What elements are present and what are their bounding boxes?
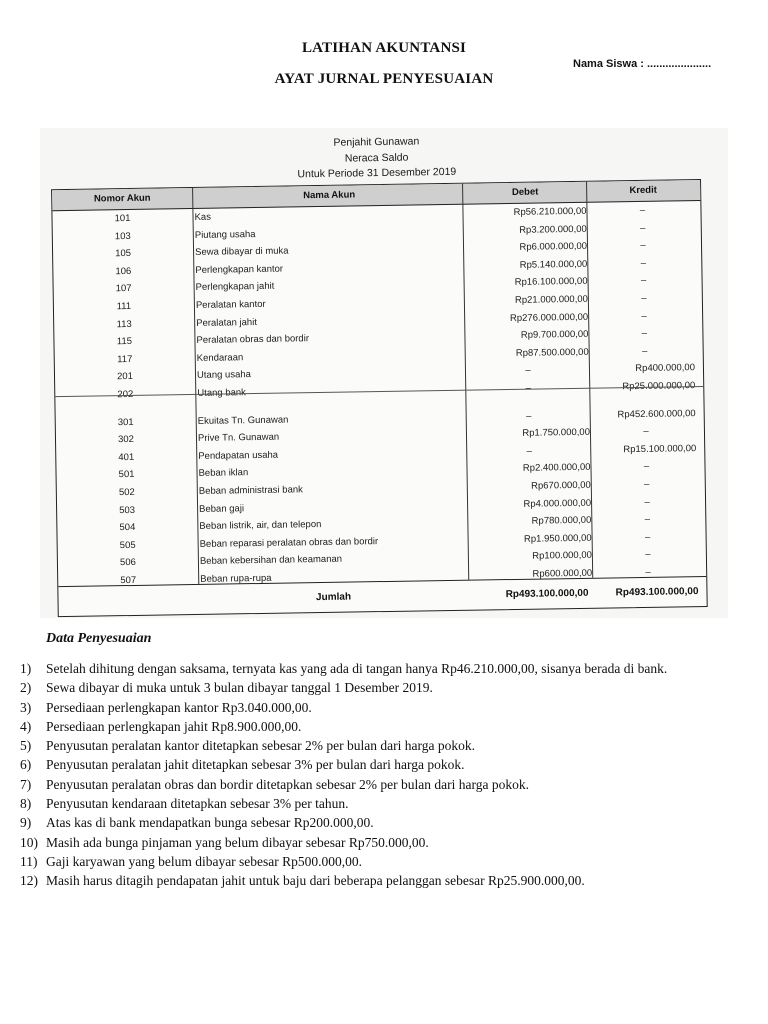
account-number: 111 (116, 300, 132, 313)
credit-value: – (640, 275, 647, 287)
trial-balance-table (51, 179, 708, 617)
debit-value: Rp4.000.000,00 (523, 497, 592, 510)
item-text: Gaji karyawan yang belum dibayar sebesar Rp500.000,00. (46, 853, 363, 869)
debit-value: Rp1.750.000,00 (522, 426, 591, 440)
debit-value: Rp600.000,00 (532, 567, 593, 580)
account-number: 107 (115, 283, 132, 295)
total-label: Jumlah (315, 591, 352, 604)
account-number: 507 (120, 574, 137, 587)
report-name: Neraca Saldo (344, 151, 409, 165)
account-number: 115 (116, 336, 133, 348)
credit-value: – (641, 328, 648, 340)
credit-value: – (641, 310, 647, 322)
account-name: Beban kebersihan dan keamanan (199, 554, 343, 568)
account-number: 201 (117, 371, 134, 383)
list-item (20, 678, 735, 697)
debit-value: Rp3.200.000,00 (519, 223, 587, 236)
header-account-name: Nama Akun (303, 189, 356, 202)
credit-value: – (641, 292, 647, 304)
account-number: 101 (114, 212, 131, 225)
credit-value: – (644, 478, 650, 490)
list-item (20, 698, 735, 717)
list-item (20, 775, 735, 794)
account-name: Sewa dibayar di muka (194, 245, 289, 259)
item-number: 6) (20, 757, 32, 773)
debit-value: Rp6.000.000,00 (519, 240, 588, 254)
credit-value: – (645, 566, 651, 578)
account-number: 501 (118, 469, 135, 481)
account-name: Peralatan jahit (196, 316, 258, 329)
account-name: Perlengkapan jahit (195, 281, 275, 294)
total-debit: Rp493.100.000,00 (505, 587, 589, 601)
account-name: Peralatan kantor (195, 298, 266, 311)
list-item (20, 833, 735, 852)
item-number: 3) (20, 699, 32, 715)
item-text: Penyusutan peralatan kantor ditetapkan sebesar 2% per bulan dari harga pokok. (46, 738, 475, 754)
account-number: 301 (117, 416, 134, 428)
account-number: 503 (119, 504, 136, 516)
account-name: Beban gaji (199, 502, 245, 515)
credit-value: – (643, 461, 650, 473)
item-number: 12) (20, 873, 38, 889)
company-name: Penjahit Gunawan (333, 135, 420, 149)
list-item (20, 755, 735, 774)
debit-value: Rp21.000.000,00 (514, 293, 588, 306)
list-item (20, 717, 735, 736)
account-name: Utang usaha (196, 369, 251, 382)
account-number: 103 (114, 230, 131, 242)
credit-value: – (644, 514, 651, 526)
account-name: Ekuitas Tn. Gunawan (197, 414, 289, 427)
account-number: 504 (119, 522, 136, 534)
debit-value: Rp276.000.000,00 (509, 311, 589, 324)
document-subtitle: AYAT JURNAL PENYESUAIAN (274, 71, 494, 87)
item-text: Penyusutan kendaraan ditetapkan sebesar 3% per tahun. (46, 796, 349, 812)
account-number: 401 (118, 451, 135, 463)
account-number: 117 (117, 353, 133, 365)
list-item (20, 871, 735, 890)
account-number: 506 (119, 557, 136, 569)
credit-value: – (645, 549, 651, 561)
report-period: Untuk Periode 31 Desember 2019 (297, 165, 457, 181)
account-name: Beban administrasi bank (198, 484, 303, 497)
item-text: Penyusutan peralatan jahit ditetapkan sebesar 3% per bulan dari harga pokok. (46, 757, 465, 773)
document-title: LATIHAN AKUNTANSI (301, 40, 467, 56)
debit-value: Rp100.000,00 (532, 550, 592, 563)
debit-value: – (525, 410, 532, 422)
list-item (20, 659, 735, 678)
debit-value: Rp2.400.000,00 (522, 462, 591, 475)
account-name: Pendapatan usaha (198, 449, 279, 462)
debit-value: – (526, 445, 532, 457)
item-text: Penyusutan peralatan obras dan bordir ditetapkan sebesar 2% per bulan dari harga pokok. (46, 776, 529, 792)
item-number: 10) (20, 834, 38, 850)
item-text: Atas kas di bank mendapatkan bunga sebesar Rp200.000,00. (46, 815, 374, 831)
debit-value: Rp1.950.000,00 (523, 532, 592, 545)
item-number: 5) (20, 738, 32, 754)
debit-value: Rp780.000,00 (531, 514, 592, 527)
account-number: 505 (119, 539, 136, 551)
debit-value: Rp16.100.000,00 (514, 276, 588, 289)
list-item (20, 813, 735, 832)
credit-value: – (640, 240, 646, 252)
account-number: 105 (115, 248, 132, 260)
trial-balance-scan (40, 128, 728, 618)
item-number: 1) (20, 661, 32, 676)
list-item (20, 852, 735, 871)
item-text: Masih harus ditagih pendapatan jahit untuk baju dari beberapa pelanggan sebesar Rp25.900.000,00. (46, 873, 585, 889)
credit-value: Rp25.000.000,00 (622, 380, 696, 393)
account-name: Beban rupa-rupa (200, 572, 272, 585)
credit-value: Rp15.100.000,00 (623, 442, 697, 456)
item-number: 4) (20, 718, 32, 734)
account-number: 502 (118, 486, 135, 499)
item-number: 8) (20, 796, 32, 812)
account-number: 106 (115, 265, 132, 278)
item-text: Persediaan perlengkapan jahit Rp8.900.000,00. (46, 718, 302, 734)
credit-value: – (643, 426, 649, 438)
debit-value: Rp9.700.000,00 (520, 328, 589, 342)
item-text: Masih ada bunga pinjaman yang belum dibayar sebesar Rp750.000,00. (46, 834, 429, 850)
account-name: Kas (194, 211, 211, 223)
credit-value: Rp452.600.000,00 (617, 407, 696, 420)
debit-value: Rp56.210.000,00 (513, 205, 587, 218)
adjustment-data-title: Data Penyesuaian (46, 631, 152, 646)
list-item (20, 794, 735, 813)
credit-value: – (639, 204, 646, 216)
account-name: Beban listrik, air, dan telepon (199, 519, 322, 533)
credit-value: Rp400.000,00 (635, 362, 696, 375)
credit-value: – (644, 531, 651, 543)
header-credit: Kredit (629, 184, 657, 197)
item-text: Sewa dibayar di muka untuk 3 bulan dibayar tanggal 1 Desember 2019. (46, 680, 433, 696)
item-number: 11) (20, 853, 38, 869)
account-number: 302 (117, 434, 135, 446)
credit-value: – (644, 496, 650, 508)
account-name: Perlengkapan kantor (195, 263, 284, 276)
item-text: Persediaan perlengkapan kantor Rp3.040.000,00. (46, 699, 312, 715)
credit-value: – (640, 257, 647, 269)
item-number: 2) (20, 680, 32, 696)
account-name: Piutang usaha (194, 228, 256, 241)
account-name: Beban reparasi peralatan obras dan bordir (199, 535, 379, 550)
item-text: Setelah dihitung dengan saksama, ternyata kas yang ada di tangan hanya Rp46.210.000,00, sisanya berada di bank. (46, 661, 668, 676)
item-number: 9) (20, 815, 32, 831)
adjustment-list (20, 659, 735, 891)
header-debit: Debet (511, 186, 539, 198)
account-name: Beban iklan (198, 467, 249, 480)
list-item (20, 736, 735, 755)
account-name: Peralatan obras dan bordir (196, 333, 310, 347)
header-account-number: Nomor Akun (93, 192, 151, 205)
debit-value: Rp5.140.000,00 (519, 258, 588, 271)
account-name: Kendaraan (196, 352, 244, 364)
account-name: Prive Tn. Gunawan (197, 431, 280, 445)
debit-value: – (525, 365, 531, 377)
credit-value: – (640, 222, 646, 234)
student-name-field: Nama Siswa : ..................... (573, 58, 712, 70)
total-credit: Rp493.100.000,00 (615, 586, 699, 599)
trial-balance-content (36, 123, 732, 624)
debit-value: Rp670.000,00 (531, 479, 591, 492)
item-number: 7) (20, 776, 32, 792)
debit-value: Rp87.500.000,00 (515, 346, 589, 359)
credit-value: – (641, 345, 648, 357)
account-number: 113 (116, 318, 132, 330)
